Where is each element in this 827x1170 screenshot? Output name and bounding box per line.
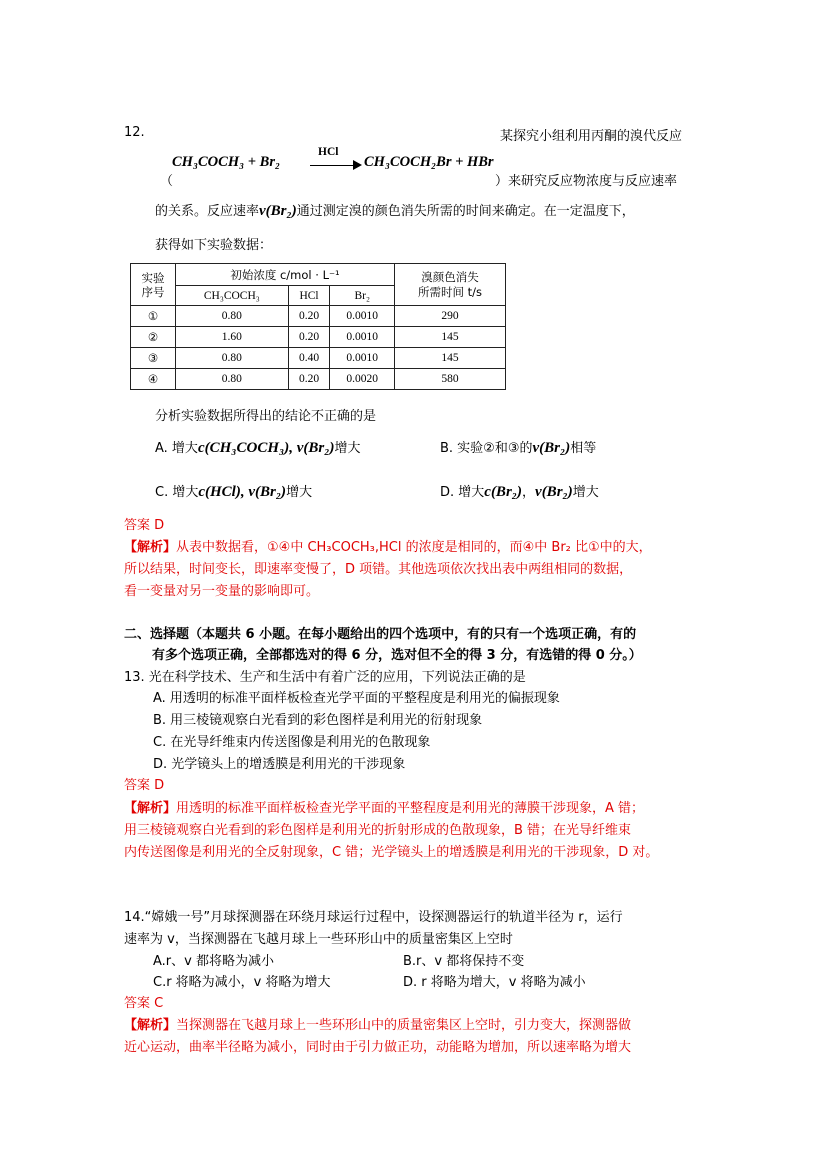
subheader-br2: Br₂ [330, 286, 395, 306]
cell-ch3coch3: 0.80 [176, 369, 289, 390]
rate-symbol: v(Br₂) [259, 203, 297, 219]
cell-time: 145 [395, 327, 506, 348]
q12-answer: 答案 D [124, 518, 165, 533]
q14-answer: 答案 C [124, 996, 164, 1011]
q13-option-b: B. 用三棱镜观察白光看到的彩色图样是利用光的衍射现象 [153, 713, 483, 728]
cell-ch3coch3: 0.80 [176, 348, 289, 369]
q12-option-b: B. 实验②和③的v(Br₂)相等 [440, 440, 597, 456]
table-row [131, 369, 506, 390]
equation-products: CH₃COCH₂Br + HBr [364, 154, 494, 170]
q14-analysis-l2: 近心运动，曲率半径略为减小，同时由于引力做正功，动能略为增加，所以速率略为增大 [124, 1040, 632, 1055]
cell-ch3coch3: 1.60 [176, 327, 289, 348]
cell-ch3coch3: 0.80 [176, 306, 289, 327]
subheader-ch3coch3: CH₃COCH₃ [176, 286, 289, 306]
q14-option-d: D. r 将略为增大，v 将略为减小 [403, 975, 586, 990]
q12-equation-line [160, 146, 720, 190]
catalyst-label: HCl [318, 146, 339, 158]
section2-title-l1: 二、选择题（本题共 6 小题。在每小题给出的四个选项中，有的只有一个选项正确，有的 [124, 627, 637, 642]
cell-exp-id: ② [131, 327, 176, 348]
q12-line3: 获得如下实验数据： [155, 238, 273, 253]
q13-option-c: C. 在光导纤维束内传送图像是利用光的色散现象 [153, 735, 431, 750]
q14-option-c: C.r 将略为减小，v 将略为增大 [153, 975, 331, 990]
cell-br2: 0.0020 [330, 369, 395, 390]
q14-analysis-l1: 【解析】当探测器在飞越月球上一些环形山中的质量密集区上空时，引力变大，探测器做 [124, 1018, 632, 1033]
q12-option-a: A. 增大c(CH₃COCH₃), v(Br₂)增大 [155, 440, 361, 456]
q13-answer: 答案 D [124, 778, 165, 793]
cell-exp-id: ① [131, 306, 176, 327]
cell-br2: 0.0010 [330, 306, 395, 327]
header-exp-seq: 实验 序号 [131, 264, 176, 306]
header-time: 溴颜色消失 所需时间 t/s [395, 264, 506, 306]
q12-number: 12. [124, 125, 145, 140]
q13-analysis-l2: 用三棱镜观察白光看到的彩色图样是利用光的折射形成的色散现象，B 错；在光导纤维束 [124, 823, 632, 838]
cell-br2: 0.0010 [330, 348, 395, 369]
cell-time: 145 [395, 348, 506, 369]
q13-option-d: D. 光学镜头上的增透膜是利用光的干涉现象 [153, 757, 406, 772]
reaction-arrow-icon [310, 146, 362, 172]
cell-time: 290 [395, 306, 506, 327]
cell-hcl: 0.20 [288, 327, 330, 348]
subheader-hcl: HCl [288, 286, 330, 306]
cell-time: 580 [395, 369, 506, 390]
equation-reactants: CH₃COCH₃ + Br₂ [172, 154, 281, 170]
q14-stem-l1: 14.“嫦娥一号”月球探测器在环绕月球运行过程中，设探测器运行的轨道半径为 r，运行 [124, 910, 623, 925]
q12-heading-right: 某探究小组利用丙酮的溴代反应 [500, 129, 683, 144]
cell-exp-id: ④ [131, 369, 176, 390]
table-row [131, 306, 506, 327]
q14-option-a: A.r、v 都将略为减小 [153, 954, 274, 969]
cell-hcl: 0.20 [288, 369, 330, 390]
q13-analysis-l1: 【解析】用透明的标准平面样板检查光学平面的平整程度是利用光的薄膜干涉现象，A 错； [124, 801, 645, 816]
cell-hcl: 0.40 [288, 348, 330, 369]
q13-option-a: A. 用透明的标准平面样板检查光学平面的平整程度是利用光的偏振现象 [153, 691, 560, 706]
cell-exp-id: ③ [131, 348, 176, 369]
table-row [131, 327, 506, 348]
q14-stem-l2: 速率为 v，当探测器在飞越月球上一些环形山中的质量密集区上空时 [124, 932, 513, 947]
q14-option-b: B.r、v 都将保持不变 [403, 954, 525, 969]
table-row [131, 348, 506, 369]
q12-analysis-l3: 看一变量对另一变量的影响即可。 [124, 584, 320, 599]
q12-analysis-l1: 【解析】从表中数据看，①④中 CH₃COCH₃,HCl 的浓度是相同的，而④中 Br₂ 比①中的大， [124, 540, 652, 555]
header-initial-conc: 初始浓度 c/mol · L⁻¹ [176, 264, 395, 286]
section2-title-l2: 有多个选项正确，全部都选对的得 6 分，选对但不全的得 3 分，有选错的得 0 分。） [152, 648, 642, 663]
q12-analysis-l2: 所以结果，时间变长，即速率变慢了，D 项错。其他选项依次找出表中两组相同的数据， [124, 562, 633, 577]
q13-analysis-l3: 内传送图像是利用光的全反射现象，C 错；光学镜头上的增透膜是利用光的干涉现象，D 对。 [124, 845, 659, 860]
open-paren: （ [160, 174, 174, 189]
cell-br2: 0.0010 [330, 327, 395, 348]
q12-option-d: D. 增大c(Br₂)，v(Br₂)增大 [440, 484, 599, 500]
q12-option-c: C. 增大c(HCl), v(Br₂)增大 [155, 484, 313, 500]
cell-hcl: 0.20 [288, 306, 330, 327]
q13-stem: 13. 光在科学技术、生产和生活中有着广泛的应用，下列说法正确的是 [124, 670, 526, 685]
experiment-data-table [130, 263, 506, 390]
q12-intro-tail: ）来研究反应物浓度与反应速率 [495, 174, 678, 189]
q12-line2: 的关系。反应速率v(Br₂)通过测定溴的颜色消失所需的时间来确定。在一定温度下， [155, 203, 635, 219]
q12-prompt: 分析实验数据所得出的结论不正确的是 [155, 409, 377, 424]
